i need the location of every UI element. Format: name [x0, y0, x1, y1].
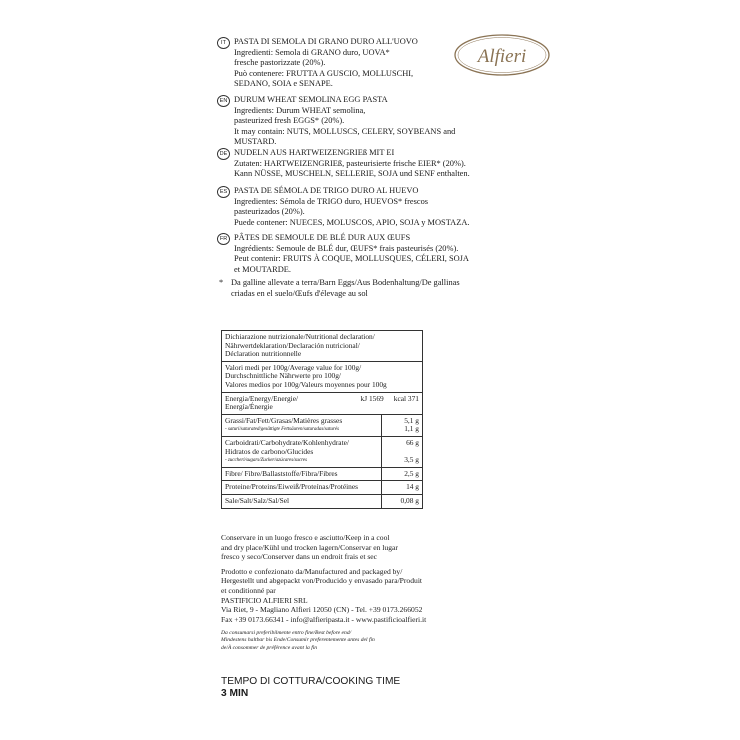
- protein-row: [222, 481, 423, 495]
- cooking-time-value: 3 MIN: [221, 687, 249, 699]
- fat-label-cell: [222, 414, 382, 436]
- protein-value: 14 g: [382, 481, 423, 495]
- per100-label: [222, 361, 423, 392]
- salt-value: 0,08 g: [382, 494, 423, 508]
- carbs-label: Hidratos de carbono/Glucides: [225, 446, 314, 456]
- logo-wordmark: Alfieri: [477, 46, 527, 67]
- ingredients-line: Ingredientes: Sémola de TRIGO duro, HUEVOS* frescos: [234, 196, 429, 206]
- energy-row: [222, 392, 423, 414]
- fat-label: Grassi/Fat/Fett/Grasas/Matières grasses: [225, 415, 343, 425]
- allergens-line: Può contenere: FRUTTA A GUSCIO, MOLLUSCHI,: [234, 68, 414, 78]
- ingredients-es: [217, 186, 487, 228]
- footnote-line: Da galline allevate a terra/Barn Eggs/Aus Bodenhaltung/De gallinas: [231, 278, 460, 287]
- producer-line: Hergestellt und abgepackt von/Producido y envasado para/Produit: [221, 576, 423, 586]
- best-before-line: de/À consommer de préférence avant la fin: [221, 644, 318, 651]
- nutrition-table: [221, 330, 423, 509]
- producer-name: PASTIFICIO ALFIERI SRL: [221, 595, 308, 605]
- product-name-de: NUDELN AUS HARTWEIZENGRIEß MIT EI: [234, 148, 395, 157]
- lang-badge-fr: FR: [217, 233, 230, 245]
- nutrition-header: [222, 331, 423, 362]
- fat-value-cell: [382, 414, 423, 436]
- storage-line: fresco y seco/Conserver dans un endroit frais et sec: [221, 552, 378, 562]
- salt-label: Sale/Salt/Salz/Sal/Sel: [222, 494, 382, 508]
- ingredients-line: Zutaten: HARTWEIZENGRIEß, pasteurisierte frische EIER* (20%).: [234, 158, 466, 168]
- header-line: Déclaration nutritionnelle: [225, 349, 302, 359]
- per100-row: [222, 361, 423, 392]
- cooking-time: [221, 676, 400, 699]
- sugars-label: - zuccheri/sugars/Zucker/azúcares/sucres: [225, 457, 307, 464]
- saturated-value: 1,1 g: [404, 424, 419, 434]
- energy-kcal: kcal 371: [393, 393, 419, 403]
- per100-line: Durchschnittliche Nährwerte pro 100g/: [225, 371, 341, 381]
- fibre-row: [222, 467, 423, 481]
- energy-cell: [222, 392, 423, 414]
- allergens-line: It may contain: NUTS, MOLLUSCS, CELERY, SOYBEANS and: [234, 126, 456, 136]
- ingredients-line: pasteurizados (20%).: [234, 207, 305, 217]
- fat-row: [222, 414, 423, 436]
- carbs-label-cell: [222, 436, 382, 467]
- ingredients-en: [217, 95, 487, 148]
- energy-label: Energia/Energy/Energie/: [225, 393, 299, 403]
- footnote-line: criadas en el suelo/Œufs d'élevage au sol: [231, 288, 368, 298]
- carbs-value-cell: [382, 436, 423, 467]
- storage-line: and dry place/Kühl und trocken lagern/Conservar en lugar: [221, 542, 398, 552]
- producer-line: et conditionné par: [221, 585, 276, 595]
- product-name-fr: PÂTES DE SEMOULE DE BLÉ DUR AUX ŒUFS: [234, 233, 411, 242]
- header-line: Dichiarazione nutrizionale/Nutritional declaration/: [225, 332, 375, 341]
- carbs-value: 66 g: [406, 437, 419, 447]
- cooking-time-title: TEMPO DI COTTURA/COOKING TIME: [221, 676, 401, 687]
- producer-line: Prodotto e confezionato da/Manufactured and packaged by/: [221, 566, 403, 576]
- allergens-line: Kann NÜSSE, MUSCHELN, SELLERIE, SOJA und SENF enthalten.: [234, 169, 470, 179]
- allergens-line: Peut contenir: FRUITS À COQUE, MOLLUSQUES, CÉLERI, SOJA: [234, 254, 469, 264]
- best-before: [221, 630, 427, 652]
- footnote-mark: *: [219, 278, 224, 287]
- sugars-value: 3,5 g: [404, 455, 419, 465]
- ingredients-it: [217, 37, 487, 90]
- per100-line: Valores medios por 100g/Valeurs moyennes pour 100g: [225, 379, 387, 389]
- allergens-line: et MOUTARDE.: [234, 264, 292, 274]
- lang-badge-es: ES: [217, 186, 230, 198]
- lang-badge-de: DE: [217, 148, 230, 160]
- protein-label: Proteine/Proteins/Eiweiß/Proteínas/Protéines: [222, 481, 382, 495]
- lang-badge-en: EN: [217, 95, 230, 107]
- allergens-line: SEDANO, SOIA e SENAPE.: [234, 79, 333, 89]
- fibre-value: 2,5 g: [382, 467, 423, 481]
- ingredients-fr: [217, 233, 487, 275]
- energy-label: Energía/Énergie: [225, 402, 273, 412]
- ingredients-line: pasteurized fresh EGGS* (20%).: [234, 116, 345, 126]
- carbs-label: Carboidrati/Carbohydrate/Kohlenhydrate/: [225, 437, 349, 447]
- ingredients-line: Ingredienti: Semola di GRANO duro, UOVA*: [234, 47, 390, 57]
- carbs-row: [222, 436, 423, 467]
- lang-badge-it: IT: [217, 37, 230, 49]
- header-line: Nährwertdeklaration/Declaración nutricional/: [225, 340, 360, 350]
- per100-line: Valori medi per 100g/Average value for 100g/: [225, 362, 362, 372]
- storage-line: Conservare in un luogo fresco e asciutto/Keep in a cool: [221, 533, 390, 542]
- nutrition-header-row: [222, 331, 423, 362]
- product-name-it: PASTA DI SEMOLA DI GRANO DURO ALL'UOVO: [234, 37, 418, 46]
- allergens-line: Puede contener: NUECES, MOLUSCOS, APIO, SOJA y MOSTAZA.: [234, 217, 470, 227]
- fat-value: 5,1 g: [404, 415, 419, 425]
- producer-contact: Fax +39 0173.66341 - info@alfieripasta.it - www.pastificioalfieri.it: [221, 614, 427, 624]
- fibre-label: Fibre/ Fibre/Ballaststoffe/Fibra/Fibres: [222, 467, 382, 481]
- best-before-line: Mindestens haltbar bis Ende/Consumir preferentemente antes del fin: [221, 637, 375, 644]
- ingredients-line: Ingrédients: Semoule de BLÉ dur, ŒUFS* frais pasteurisés (20%).: [234, 243, 459, 253]
- product-name-en: DURUM WHEAT SEMOLINA EGG PASTA: [234, 95, 388, 104]
- salt-row: [222, 494, 423, 508]
- storage-and-producer: [221, 533, 427, 624]
- eggs-footnote: [219, 278, 489, 299]
- producer-address: Via Riet, 9 - Magliano Alfieri 12050 (CN) - Tel. +39 0173.266052: [221, 605, 423, 615]
- saturated-label: - saturi/saturated/gesättigte Fettsäuren/saturadas/saturés: [225, 426, 339, 433]
- product-name-es: PASTA DE SÉMOLA DE TRIGO DURO AL HUEVO: [234, 186, 419, 195]
- allergens-line: MUSTARD.: [234, 137, 277, 147]
- ingredients-de: [217, 148, 487, 180]
- ingredients-line: fresche pastorizzate (20%).: [234, 58, 326, 68]
- energy-kj: kJ 1569: [360, 393, 384, 403]
- best-before-line: Da consumarsi preferibilmente entro fine/Best before end/: [221, 630, 352, 636]
- ingredients-line: Ingredients: Durum WHEAT semolina,: [234, 105, 366, 115]
